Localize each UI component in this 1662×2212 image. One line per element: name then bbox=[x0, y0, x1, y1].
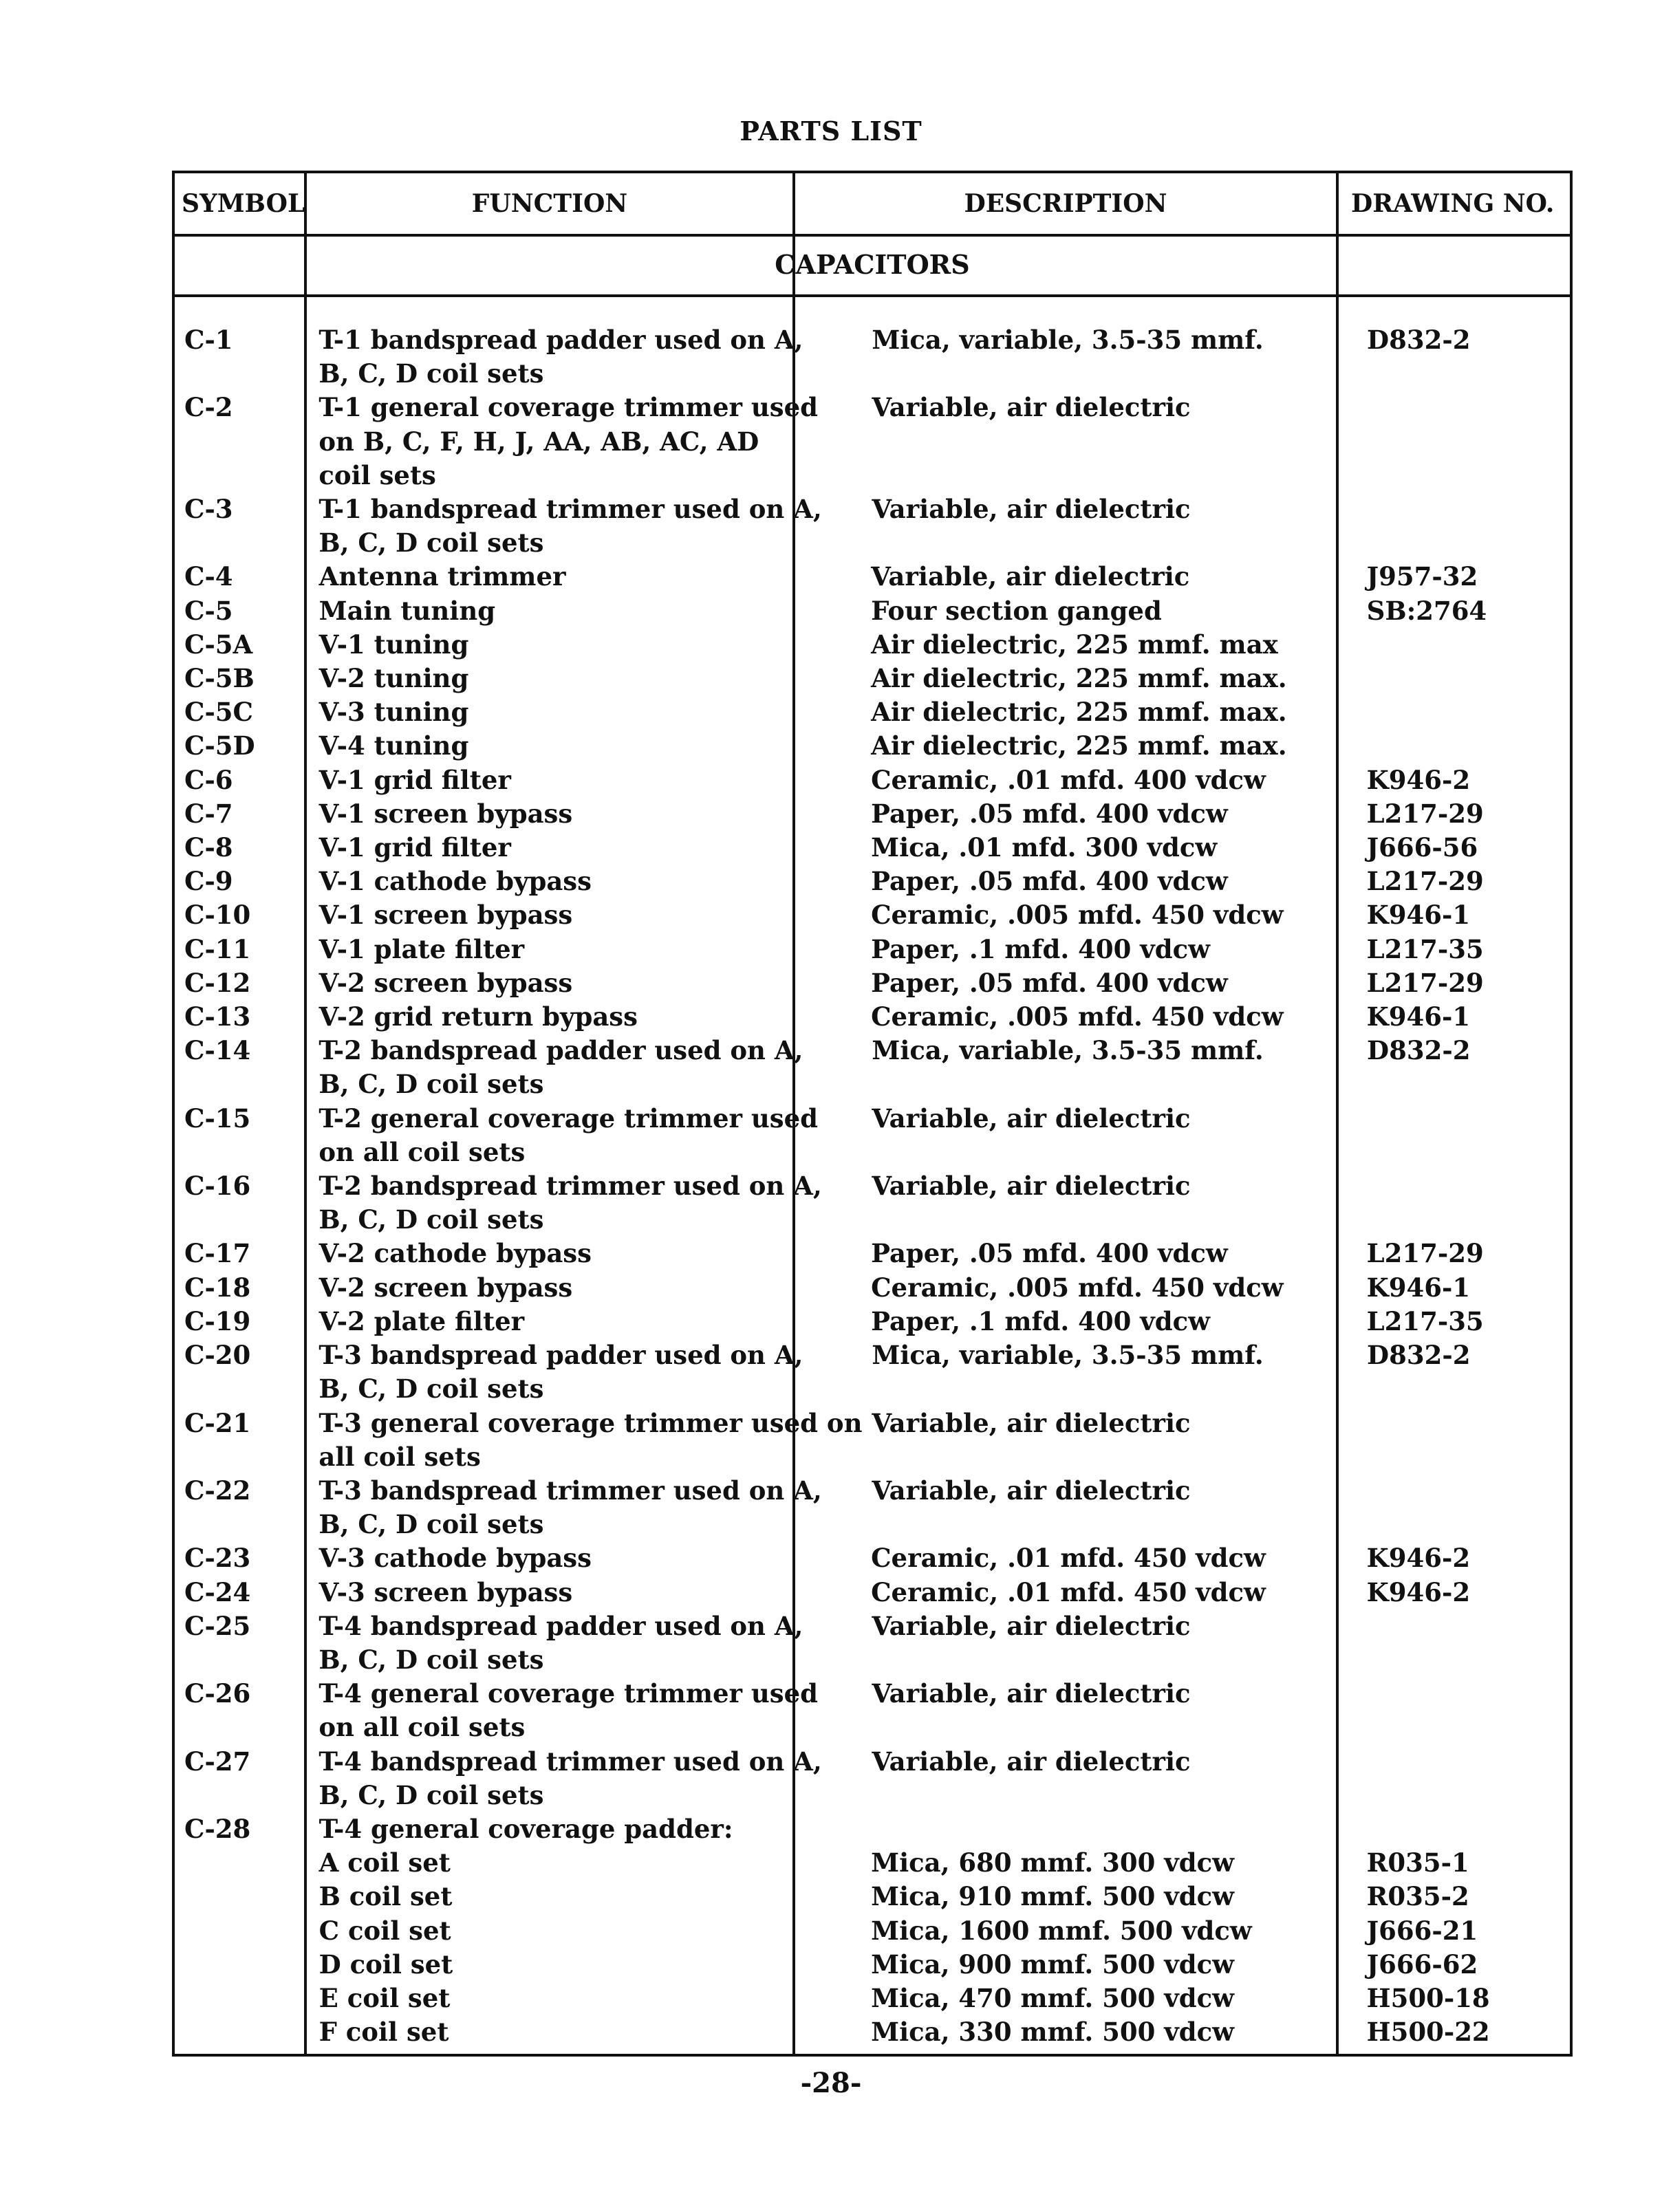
function-cell bbox=[307, 1000, 795, 1034]
drawing-number-cell: L217-35 bbox=[1366, 933, 1484, 964]
function-line: T-3 bandspread padder used on A, bbox=[319, 1340, 803, 1371]
symbol-cell: C-24 bbox=[184, 1576, 251, 1607]
function-line: V-1 tuning bbox=[319, 629, 469, 660]
function-cell bbox=[306, 1102, 819, 1169]
symbol-cell bbox=[175, 1846, 307, 1880]
function-cell bbox=[306, 492, 822, 560]
drawing-number-cell: L217-29 bbox=[1366, 1238, 1484, 1269]
drawing-number-cell: J957-32 bbox=[1366, 561, 1478, 592]
symbol-cell: C-17 bbox=[184, 1238, 251, 1269]
function-cell bbox=[307, 1305, 795, 1338]
function-line: V-3 cathode bypass bbox=[319, 1543, 592, 1574]
drawing-number-cell bbox=[1337, 662, 1570, 695]
table-row bbox=[175, 1812, 1570, 1846]
description-cell: Mica, 470 mmf. 500 vdcw bbox=[871, 1982, 1235, 2013]
description-cell: Ceramic, .005 mfd. 450 vdcw bbox=[871, 1001, 1284, 1032]
description-cell: Mica, variable, 3.5-35 mmf. bbox=[872, 1035, 1264, 1066]
function-line: V-2 grid return bypass bbox=[319, 1001, 638, 1032]
symbol-cell: C-8 bbox=[184, 832, 233, 863]
function-cell bbox=[307, 662, 795, 695]
drawing-number-cell: K946-1 bbox=[1366, 900, 1471, 931]
function-line: V-2 cathode bypass bbox=[319, 1238, 592, 1269]
function-cell bbox=[307, 898, 795, 932]
table-row bbox=[175, 729, 1570, 763]
header-description: DESCRIPTION bbox=[964, 189, 1167, 218]
symbol-cell: C-11 bbox=[184, 933, 251, 964]
symbol-cell: C-5D bbox=[184, 730, 255, 761]
table-row bbox=[175, 1034, 1570, 1101]
symbol-cell: C-16 bbox=[184, 1171, 251, 1202]
description-cell: Variable, air dielectric bbox=[872, 392, 1191, 423]
symbol-cell: C-21 bbox=[184, 1407, 251, 1438]
function-cell bbox=[307, 594, 795, 628]
function-line: V-2 plate filter bbox=[319, 1305, 525, 1336]
function-cell bbox=[306, 1034, 803, 1101]
drawing-number-cell bbox=[1337, 492, 1570, 560]
description-cell: Ceramic, .005 mfd. 450 vdcw bbox=[871, 1272, 1284, 1303]
function-line: F coil set bbox=[319, 2017, 449, 2048]
drawing-number-cell: D832-2 bbox=[1367, 325, 1471, 355]
function-line: V-1 grid filter bbox=[319, 764, 511, 795]
drawing-number-cell: K946-1 bbox=[1366, 1001, 1471, 1032]
description-cell: Variable, air dielectric bbox=[872, 1475, 1191, 1506]
function-line: V-4 tuning bbox=[319, 730, 469, 761]
function-line: all coil sets bbox=[319, 1441, 481, 1472]
table-row bbox=[175, 1407, 1570, 1474]
function-line: V-1 screen bypass bbox=[319, 900, 573, 931]
symbol-cell: C-5C bbox=[184, 697, 253, 728]
description-cell: Paper, .05 mfd. 400 vdcw bbox=[871, 967, 1228, 998]
function-cell bbox=[306, 1474, 822, 1541]
description-cell: Ceramic, .01 mfd. 400 vdcw bbox=[871, 764, 1266, 795]
function-cell bbox=[306, 1677, 819, 1744]
function-cell bbox=[307, 695, 795, 729]
function-line: C coil set bbox=[319, 1915, 451, 1946]
function-line: B, C, D coil sets bbox=[319, 1069, 544, 1100]
drawing-number-cell: K946-2 bbox=[1366, 764, 1471, 795]
description-cell: Paper, .1 mfd. 400 vdcw bbox=[871, 933, 1210, 964]
symbol-cell: C-25 bbox=[184, 1610, 251, 1641]
symbol-cell bbox=[175, 1880, 307, 1913]
function-line: V-1 grid filter bbox=[319, 832, 511, 863]
drawing-number-cell bbox=[1337, 1677, 1570, 1744]
symbol-cell: C-23 bbox=[184, 1543, 251, 1574]
function-line: B, C, D coil sets bbox=[319, 358, 544, 389]
description-cell: Variable, air dielectric bbox=[871, 561, 1190, 592]
drawing-number-cell: K946-2 bbox=[1366, 1576, 1471, 1607]
table-row bbox=[175, 695, 1570, 729]
function-line: D coil set bbox=[319, 1949, 453, 1980]
symbol-cell: C-5A bbox=[184, 629, 253, 660]
drawing-number-cell bbox=[1337, 628, 1570, 662]
symbol-cell: C-9 bbox=[184, 866, 233, 897]
drawing-number-cell bbox=[1337, 1745, 1570, 1812]
symbol-cell: C-22 bbox=[184, 1475, 251, 1506]
description-cell: Paper, .05 mfd. 400 vdcw bbox=[871, 798, 1228, 829]
function-line: T-4 bandspread padder used on A, bbox=[319, 1610, 803, 1641]
function-cell bbox=[306, 1169, 822, 1237]
symbol-cell: C-5B bbox=[184, 663, 255, 694]
table-row bbox=[175, 1474, 1570, 1541]
function-line: T-3 bandspread trimmer used on A, bbox=[319, 1475, 822, 1506]
drawing-number-cell bbox=[1337, 695, 1570, 729]
table-row bbox=[175, 1609, 1570, 1677]
symbol-cell bbox=[175, 1982, 307, 2015]
function-line: T-4 general coverage padder: bbox=[319, 1813, 733, 1844]
table-row bbox=[175, 1677, 1570, 1744]
function-line: V-1 plate filter bbox=[319, 933, 525, 964]
description-cell bbox=[794, 1812, 1337, 1846]
function-cell bbox=[307, 1846, 795, 1880]
description-cell: Mica, 1600 mmf. 500 vdcw bbox=[871, 1915, 1252, 1946]
table-row bbox=[175, 1237, 1570, 1270]
table-row bbox=[175, 1982, 1570, 2015]
description-cell: Mica, 900 mmf. 500 vdcw bbox=[871, 1949, 1235, 1980]
function-line: B, C, D coil sets bbox=[319, 1204, 544, 1235]
table-row bbox=[175, 1846, 1570, 1880]
function-cell bbox=[307, 865, 795, 898]
function-cell bbox=[306, 1745, 822, 1812]
drawing-number-cell: K946-1 bbox=[1366, 1272, 1471, 1303]
function-line: Antenna trimmer bbox=[319, 561, 566, 592]
table-row bbox=[175, 594, 1570, 628]
function-line: T-4 bandspread trimmer used on A, bbox=[319, 1746, 822, 1777]
drawing-number-cell: L217-29 bbox=[1366, 967, 1484, 998]
drawing-number-cell bbox=[1337, 1169, 1570, 1237]
function-cell bbox=[307, 933, 795, 966]
table-row bbox=[175, 1169, 1570, 1237]
symbol-cell: C-2 bbox=[184, 392, 233, 423]
drawing-number-cell: R035-2 bbox=[1366, 1881, 1469, 1912]
drawing-number-cell bbox=[1337, 1407, 1570, 1474]
symbol-cell: C-28 bbox=[184, 1813, 251, 1844]
function-line: B, C, D coil sets bbox=[319, 1779, 544, 1810]
drawing-number-cell: L217-35 bbox=[1366, 1305, 1484, 1336]
table-row bbox=[175, 865, 1570, 898]
header-symbol: SYMBOL bbox=[182, 189, 305, 218]
table-row bbox=[175, 1541, 1570, 1575]
function-line: V-2 tuning bbox=[319, 663, 469, 694]
function-line: on all coil sets bbox=[319, 1712, 526, 1743]
symbol-cell: C-19 bbox=[184, 1305, 251, 1336]
description-cell: Four section ganged bbox=[871, 595, 1162, 626]
function-line: V-3 tuning bbox=[319, 697, 469, 728]
function-cell bbox=[307, 1237, 795, 1270]
description-cell: Variable, air dielectric bbox=[872, 1407, 1191, 1438]
description-cell: Paper, .05 mfd. 400 vdcw bbox=[871, 1238, 1228, 1269]
description-cell: Ceramic, .01 mfd. 450 vdcw bbox=[871, 1543, 1266, 1574]
page-number: -28- bbox=[800, 2067, 862, 2099]
description-cell: Mica, 910 mmf. 500 vdcw bbox=[871, 1881, 1235, 1912]
header-drawing-no: DRAWING NO. bbox=[1351, 189, 1555, 218]
table-row bbox=[175, 933, 1570, 966]
table-row bbox=[175, 898, 1570, 932]
table-row bbox=[175, 797, 1570, 831]
function-cell bbox=[307, 966, 795, 1000]
drawing-number-cell: SB:2764 bbox=[1366, 595, 1487, 626]
table-body bbox=[175, 323, 1570, 2049]
function-line: V-2 screen bypass bbox=[319, 967, 573, 998]
symbol-cell: C-20 bbox=[184, 1340, 251, 1371]
symbol-cell: C-12 bbox=[184, 967, 251, 998]
table-row bbox=[175, 662, 1570, 695]
function-cell bbox=[307, 1948, 795, 1982]
symbol-cell: C-18 bbox=[184, 1272, 251, 1303]
table-row bbox=[175, 628, 1570, 662]
symbol-cell: C-7 bbox=[184, 798, 233, 829]
drawing-number-cell bbox=[1337, 1812, 1570, 1846]
function-line: V-2 screen bypass bbox=[319, 1272, 573, 1303]
drawing-number-cell bbox=[1337, 729, 1570, 763]
table-row bbox=[175, 323, 1570, 391]
function-cell bbox=[306, 1609, 803, 1677]
function-cell bbox=[307, 560, 795, 594]
function-line: on B, C, F, H, J, AA, AB, AC, AD bbox=[319, 426, 759, 457]
function-line: T-1 general coverage trimmer used bbox=[319, 392, 819, 423]
symbol-cell: C-1 bbox=[184, 325, 233, 355]
description-cell: Paper, .1 mfd. 400 vdcw bbox=[871, 1305, 1210, 1336]
function-line: T-2 bandspread padder used on A, bbox=[319, 1035, 803, 1066]
function-line: B coil set bbox=[319, 1881, 453, 1912]
description-cell: Air dielectric, 225 mmf. max. bbox=[871, 697, 1287, 728]
symbol-cell: C-3 bbox=[184, 494, 233, 525]
description-cell: Variable, air dielectric bbox=[872, 1171, 1191, 1202]
table-row bbox=[175, 831, 1570, 865]
table-row bbox=[175, 966, 1570, 1000]
function-line: V-1 screen bypass bbox=[319, 798, 573, 829]
function-cell bbox=[307, 797, 795, 831]
function-cell bbox=[307, 1576, 795, 1609]
table-row bbox=[175, 1914, 1570, 1948]
section-heading-capacitors: CAPACITORS bbox=[175, 234, 1570, 297]
function-line: T-4 general coverage trimmer used bbox=[319, 1678, 819, 1709]
table-row bbox=[175, 1305, 1570, 1338]
table-row bbox=[175, 1948, 1570, 1982]
symbol-cell: C-26 bbox=[184, 1678, 251, 1709]
description-cell: Air dielectric, 225 mmf. max. bbox=[871, 663, 1287, 694]
function-line: B, C, D coil sets bbox=[319, 1644, 544, 1675]
function-cell bbox=[307, 729, 795, 763]
drawing-number-cell: J666-62 bbox=[1366, 1949, 1478, 1980]
description-cell: Mica, 680 mmf. 300 vdcw bbox=[871, 1847, 1235, 1878]
description-cell: Variable, air dielectric bbox=[872, 494, 1191, 525]
table-row bbox=[175, 1102, 1570, 1169]
symbol-cell: C-13 bbox=[184, 1001, 251, 1032]
function-line: on all coil sets bbox=[319, 1136, 526, 1167]
description-cell: Air dielectric, 225 mmf. max bbox=[871, 629, 1278, 660]
drawing-number-cell bbox=[1337, 1474, 1570, 1541]
function-cell bbox=[307, 1812, 795, 1846]
function-line: Main tuning bbox=[319, 595, 496, 626]
function-cell bbox=[307, 1541, 795, 1575]
function-cell bbox=[307, 1982, 795, 2015]
function-line: E coil set bbox=[319, 1982, 451, 2013]
table-row bbox=[175, 1000, 1570, 1034]
drawing-number-cell: J666-21 bbox=[1366, 1915, 1478, 1946]
function-cell bbox=[307, 1271, 795, 1305]
symbol-cell bbox=[175, 1948, 307, 1982]
drawing-number-cell bbox=[1337, 391, 1570, 492]
symbol-cell bbox=[175, 2015, 307, 2049]
table-row bbox=[175, 1576, 1570, 1609]
symbol-cell bbox=[175, 1914, 307, 1948]
description-cell: Mica, .01 mfd. 300 vdcw bbox=[871, 832, 1218, 863]
table-row bbox=[175, 560, 1570, 594]
table-row bbox=[175, 492, 1570, 560]
symbol-cell: C-4 bbox=[184, 561, 233, 592]
function-line: T-1 bandspread padder used on A, bbox=[319, 325, 803, 355]
description-cell: Mica, variable, 3.5-35 mmf. bbox=[872, 1340, 1264, 1371]
function-line: T-1 bandspread trimmer used on A, bbox=[319, 494, 822, 525]
function-cell bbox=[306, 1407, 863, 1474]
function-cell bbox=[307, 763, 795, 797]
table-header bbox=[175, 173, 1570, 237]
function-line: A coil set bbox=[319, 1847, 451, 1878]
drawing-number-cell: D832-2 bbox=[1367, 1035, 1471, 1066]
drawing-number-cell: H500-18 bbox=[1366, 1982, 1490, 2013]
table-row bbox=[175, 2015, 1570, 2049]
description-cell: Paper, .05 mfd. 400 vdcw bbox=[871, 866, 1228, 897]
function-line: coil sets bbox=[319, 459, 436, 490]
drawing-number-cell: L217-29 bbox=[1366, 798, 1484, 829]
drawing-number-cell: D832-2 bbox=[1367, 1340, 1471, 1371]
symbol-cell: C-6 bbox=[184, 764, 233, 795]
drawing-number-cell: R035-1 bbox=[1366, 1847, 1469, 1878]
description-cell: Variable, air dielectric bbox=[872, 1746, 1191, 1777]
description-cell: Mica, 330 mmf. 500 vdcw bbox=[871, 2017, 1235, 2048]
description-cell: Ceramic, .01 mfd. 450 vdcw bbox=[871, 1576, 1266, 1607]
function-line: V-1 cathode bypass bbox=[319, 866, 592, 897]
symbol-cell: C-5 bbox=[184, 595, 233, 626]
drawing-number-cell: L217-29 bbox=[1366, 866, 1484, 897]
function-cell bbox=[306, 323, 803, 391]
description-cell: Mica, variable, 3.5-35 mmf. bbox=[872, 325, 1264, 355]
table-row bbox=[175, 1880, 1570, 1913]
table-row bbox=[175, 1338, 1570, 1406]
drawing-number-cell bbox=[1337, 1609, 1570, 1677]
function-line: T-2 bandspread trimmer used on A, bbox=[319, 1171, 822, 1202]
function-line: T-3 general coverage trimmer used on bbox=[319, 1407, 863, 1438]
function-line: V-3 screen bypass bbox=[319, 1576, 573, 1607]
function-line: B, C, D coil sets bbox=[319, 1374, 544, 1405]
symbol-cell: C-14 bbox=[184, 1035, 251, 1066]
function-cell bbox=[306, 391, 819, 492]
drawing-number-cell: K946-2 bbox=[1366, 1543, 1471, 1574]
symbol-cell: C-15 bbox=[184, 1103, 251, 1134]
function-line: T-2 general coverage trimmer used bbox=[319, 1103, 819, 1134]
function-cell bbox=[307, 1914, 795, 1948]
description-cell: Variable, air dielectric bbox=[872, 1103, 1191, 1134]
function-line: B, C, D coil sets bbox=[319, 1509, 544, 1540]
header-function: FUNCTION bbox=[471, 189, 628, 218]
function-cell bbox=[307, 831, 795, 865]
description-cell: Variable, air dielectric bbox=[872, 1610, 1191, 1641]
function-cell bbox=[307, 1880, 795, 1913]
description-cell: Air dielectric, 225 mmf. max. bbox=[871, 730, 1287, 761]
description-cell: Variable, air dielectric bbox=[872, 1678, 1191, 1709]
table-row bbox=[175, 391, 1570, 492]
drawing-number-cell: H500-22 bbox=[1366, 2017, 1490, 2048]
symbol-cell: C-27 bbox=[184, 1746, 251, 1777]
function-cell bbox=[306, 1338, 803, 1406]
drawing-number-cell: J666-56 bbox=[1366, 832, 1478, 863]
drawing-number-cell bbox=[1337, 1102, 1570, 1169]
symbol-cell: C-10 bbox=[184, 900, 251, 931]
table-row bbox=[175, 1271, 1570, 1305]
function-cell bbox=[307, 2015, 795, 2049]
table-row bbox=[175, 763, 1570, 797]
description-cell: Ceramic, .005 mfd. 450 vdcw bbox=[871, 900, 1284, 931]
function-cell bbox=[307, 628, 795, 662]
parts-table bbox=[172, 171, 1573, 2057]
table-row bbox=[175, 1745, 1570, 1812]
page-title: PARTS LIST bbox=[740, 116, 922, 147]
function-line: B, C, D coil sets bbox=[319, 528, 544, 559]
